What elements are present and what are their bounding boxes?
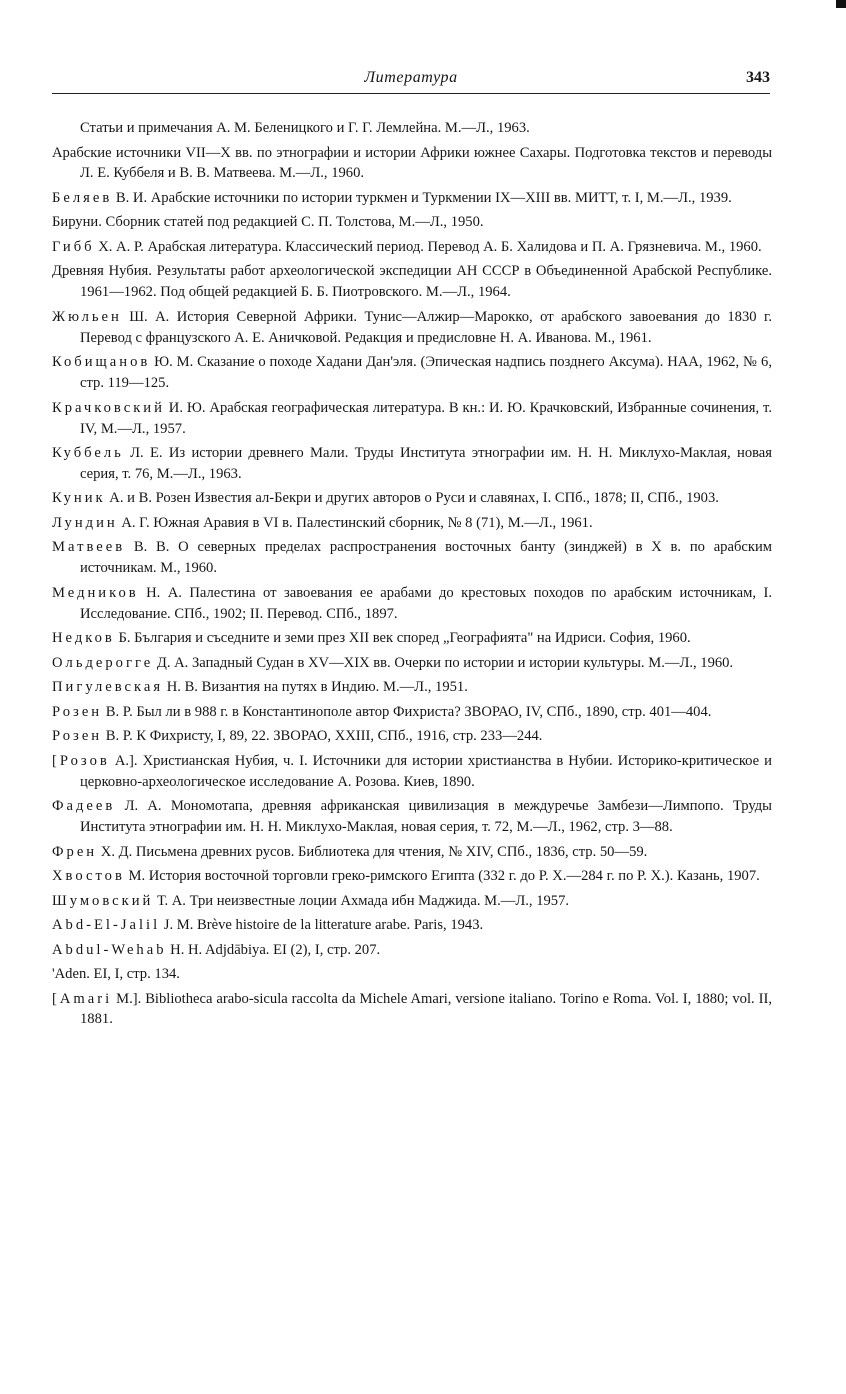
entry-author: Фадеев [52, 798, 116, 815]
entry-author: Френ [52, 843, 98, 860]
entry-author: Лундин [52, 514, 118, 531]
entry-text: Древняя Нубия. Результаты работ археологической экспедиции АН СССР в Объединенной Арабской Республике. 1961—1962. Под общей редакцией Б. Б. Пиотровского. М.—Л., 1964. [52, 263, 772, 301]
bibliography-entry [52, 796, 772, 838]
entry-text: Б. България и съседните и земи през XII век според „Географията" на Идриси. София, 1960. [114, 630, 691, 647]
entry-text: Ю. М. Сказание о походе Хадани Дан'эля. (Эпическая надпись позднего Аксума). НАА, 1962, № 6, стр. 119—125. [80, 354, 772, 392]
entry-text: Х. А. Р. Арабская литература. Классический период. Перевод А. Б. Халидова и П. А. Грязневича. М., 1960. [94, 238, 762, 255]
running-title: Литература [364, 69, 458, 86]
entry-author: Ольдерогге [52, 654, 154, 671]
entry-text: Х. Д. Письмена древних русов. Библиотека для чтения, № XIV, СПб., 1836, стр. 50—59. [97, 843, 648, 860]
bibliography-entry [52, 307, 772, 349]
entry-text: А. и В. Розен Известия ал-Бекри и других авторов о Руси и славянах, I. СПб., 1878; II, СПб., 1903. [105, 490, 719, 507]
entry-text: В. И. Арабские источники по истории туркмен и Туркмении IX—XIII вв. МИТТ, т. I, М.—Л., 1939. [112, 189, 732, 206]
bibliography-entry [52, 261, 772, 303]
bibliography-entry [52, 866, 772, 887]
bibliography-entry [52, 537, 772, 579]
entry-author: Жюльен [52, 308, 122, 325]
entry-author: Матвеев [52, 539, 126, 556]
entry-text: В. В. О северных пределах распространения восточных банту (зинджей) в Х в. по арабским источникам. М., 1960. [80, 539, 772, 577]
bibliography-entry [52, 964, 772, 985]
bibliography-entry [52, 751, 772, 793]
bibliography-entry [52, 842, 772, 863]
entry-text: И. Ю. Арабская географическая литература. В кн.: И. Ю. Крачковский, Избранные сочинения, т. IV, М.—Л., 1957. [80, 399, 772, 437]
bibliography-entry [52, 443, 772, 485]
entry-text: А.]. Христианская Нубия, ч. I. Источники для истории христианства в Нубии. Историко-критическое и церковно-археологическое исследование А. Розова. Киев, 1890. [80, 752, 772, 790]
entry-text: Д. А. Западный Судан в XV—XIX вв. Очерки по истории и истории культуры. М.—Л., 1960. [153, 654, 734, 671]
bibliography-entry [52, 398, 772, 440]
entry-author: Недков [52, 630, 115, 647]
entry-text: Л. Е. Из истории древнего Мали. Труды Института этнографии им. Н. Н. Миклухо-Маклая, новая серия, т. 76, М.—Л., 1963. [80, 445, 772, 482]
entry-author: Розен [52, 728, 103, 745]
page-header [52, 58, 770, 96]
page-number: 343 [746, 69, 770, 86]
bibliography-entry [52, 677, 772, 698]
bibliography-entry [52, 188, 772, 209]
entry-text: Статьи и примечания А. М. Беленицкого и Г. Г. Лемлейна. М.—Л., 1963. [80, 120, 530, 136]
bibliography-entry [52, 513, 772, 534]
bibliography-entry [52, 118, 772, 139]
entry-text: Н. А. Палестина от завоевания ее арабами до крестовых походов по арабским источникам, I. Исследование. СПб., 1902; II. Перевод. СПб., 1897. [80, 584, 772, 622]
bibliography-entry [52, 488, 772, 509]
entry-author: Крачковский [52, 399, 165, 416]
bibliography-list [52, 118, 772, 1030]
entry-author: Шумовский [52, 892, 154, 909]
entry-author: [Amari [52, 990, 113, 1007]
bibliography-entry [52, 143, 772, 185]
entry-author: Пигулевская [52, 679, 164, 696]
entry-author: Кобищанов [52, 354, 151, 371]
entry-author: Розен [52, 703, 103, 720]
bibliography-entry [52, 915, 772, 936]
entry-text: А. Г. Южная Аравия в VI в. Палестинский сборник, № 8 (71), М.—Л., 1961. [117, 514, 593, 531]
entry-text: Л. А. Мономотапа, древняя африканская цивилизация в междуречье Замбези—Лимпопо. Труды Института этнографии им. Н. Н. Миклухо-Маклая, новая серия, т. 72, М.—Л., 1962, стр. 3—88. [80, 798, 772, 836]
entry-author: Медников [52, 584, 139, 601]
entry-text: Бируни. Сборник статей под редакцией С. П. Толстова, М.—Л., 1950. [52, 214, 484, 231]
bibliography-entry [52, 940, 772, 961]
entry-text: В. Р. Был ли в 988 г. в Константинополе автор Фихриста? ЗВОРАО, IV, СПб., 1890, стр. 401—404. [102, 703, 712, 720]
entry-author: Гибб [52, 238, 95, 255]
entry-text: J. M. Brève histoire de la litterature arabe. Paris, 1943. [160, 917, 484, 934]
entry-author: Хвостов [52, 868, 125, 885]
entry-text: M.]. Bibliotheca arabo-sicula raccolta da Michele Amari, versione italiano. Torino e Roma. Vol. I, 1880; vol. II, 1881. [80, 990, 772, 1028]
bibliography-entry [52, 237, 772, 258]
bibliography-entry [52, 653, 772, 674]
bibliography-entry [52, 891, 772, 912]
entry-text: М. История восточной торговли греко-римского Египта (332 г. до Р. Х.—284 г. по Р. Х.). Казань, 1907. [124, 868, 760, 885]
entry-author: Беляев [52, 189, 113, 206]
bibliography-entry [52, 212, 772, 233]
bibliography-entry [52, 583, 772, 625]
entry-text: H. H. Adjdābiya. EI (2), I, стр. 207. [166, 941, 381, 958]
entry-text: Ш. А. История Северной Африки. Тунис—Алжир—Марокко, от арабского завоевания до 1830 г. Перевод с французского А. Е. Аничковой. Редакция и предисловне Н. А. Иванова. М., 1961. [80, 308, 772, 346]
header-rule [52, 93, 770, 94]
entry-text: В. Р. К Фихристу, I, 89, 22. ЗВОРАО, XXIII, СПб., 1916, стр. 233—244. [102, 728, 543, 745]
entry-author: Abd-El-Jalil [52, 917, 161, 934]
bibliography-entry [52, 628, 772, 649]
bibliography-entry [52, 989, 772, 1031]
entry-text: Арабские источники VII—X вв. по этнографии и истории Африки южнее Сахары. Подготовка текстов и переводы Л. Е. Куббеля и В. В. Матвеева. М.—Л., 1960. [52, 144, 772, 182]
entry-author: Куббель [52, 445, 124, 462]
corner-mark [836, 0, 846, 8]
bibliography-entry [52, 726, 772, 747]
bibliography-entry [52, 352, 772, 394]
bibliography-entry [52, 702, 772, 723]
entry-text: Т. А. Три неизвестные лоции Ахмада ибн Маджида. М.—Л., 1957. [153, 892, 570, 909]
entry-author: [Розов [52, 752, 110, 769]
entry-author: Куник [52, 490, 106, 507]
entry-author: Abdul-Wehab [52, 941, 167, 958]
entry-text: Н. В. Византия на путях в Индию. М.—Л., 1951. [163, 679, 468, 696]
entry-text: 'Aden. EI, I, стр. 134. [52, 966, 180, 983]
